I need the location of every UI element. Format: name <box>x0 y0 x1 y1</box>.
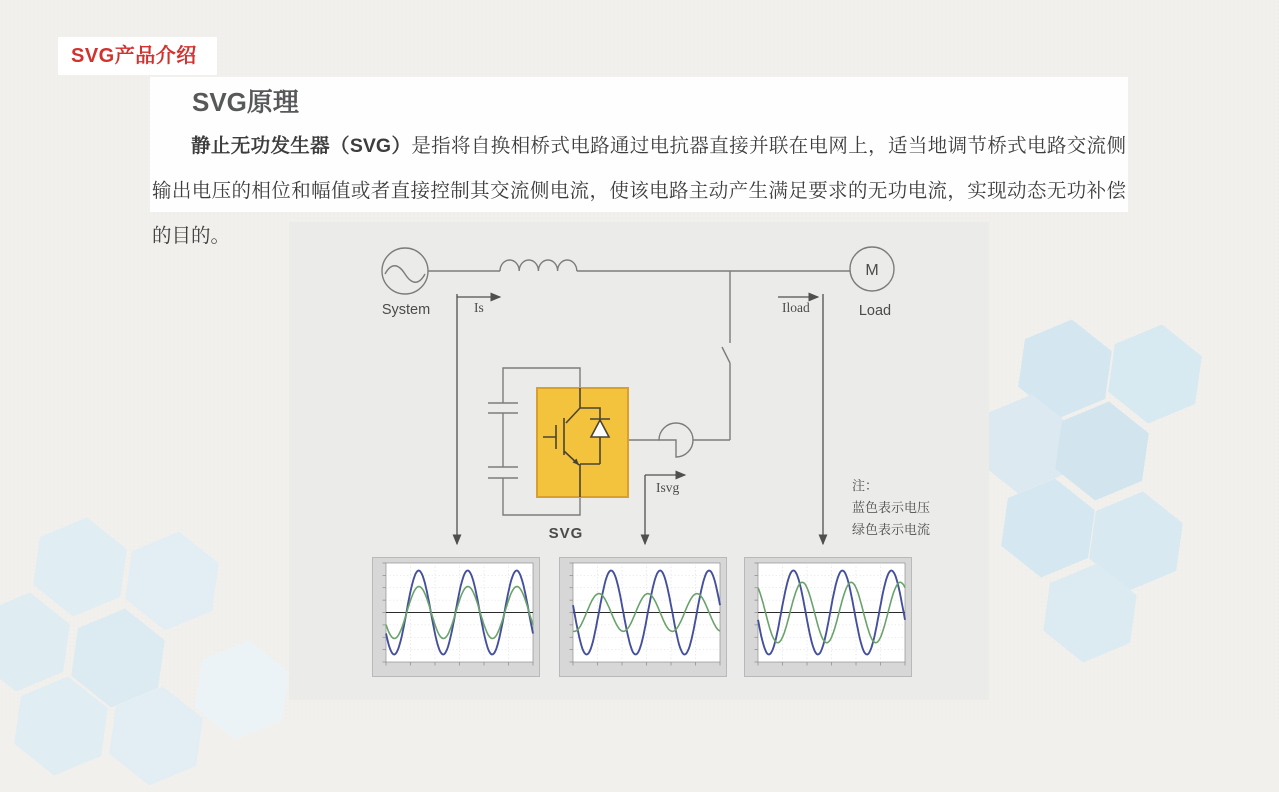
motor-label: M <box>865 262 879 279</box>
load-label: Load <box>858 303 892 319</box>
isvg-label: Isvg <box>656 480 680 495</box>
section-title: SVG原理 <box>192 87 299 117</box>
circuit-wires <box>382 247 894 515</box>
content-band <box>150 77 1128 247</box>
waveform-plot-load <box>744 557 912 677</box>
paragraph-body: 是指将自换相桥式电路通过电抗器直接并联在电网上，适当地调节桥式电路交流侧输出电压的相位和幅值或者直接控制其交流侧电流，使该电路主动产生满足要求的无功电流，实现动态无功补偿的目的。 <box>152 135 1126 247</box>
diagram-panel <box>289 222 989 700</box>
page-tag <box>58 37 217 75</box>
iload-label: Iload <box>782 300 810 315</box>
note-line-3: 绿色表示电流 <box>852 522 931 537</box>
waveform-plot-svg <box>559 557 727 677</box>
converter-block <box>537 388 628 497</box>
sine-wave-icon <box>385 266 425 283</box>
note-line-2: 蓝色表示电压 <box>852 500 931 515</box>
diagram-labels <box>382 262 930 542</box>
hexagon-decoration <box>191 634 292 745</box>
note-line-1: 注： <box>852 478 879 493</box>
is-label: Is <box>474 300 484 315</box>
waveform-plot-system <box>372 557 540 677</box>
ac-source-icon <box>382 248 428 294</box>
system-label: System <box>381 302 431 318</box>
switch-icon <box>693 271 730 440</box>
current-transformer-icon <box>659 423 693 457</box>
converter-label: SVG <box>548 525 584 542</box>
measurement-arrows <box>457 294 823 544</box>
inductor-icon <box>500 260 577 271</box>
page-tag-label: SVG产品介绍 <box>71 45 197 67</box>
converter-box <box>537 388 628 497</box>
paragraph-lead: 静止无功发生器（SVG） <box>191 135 412 157</box>
